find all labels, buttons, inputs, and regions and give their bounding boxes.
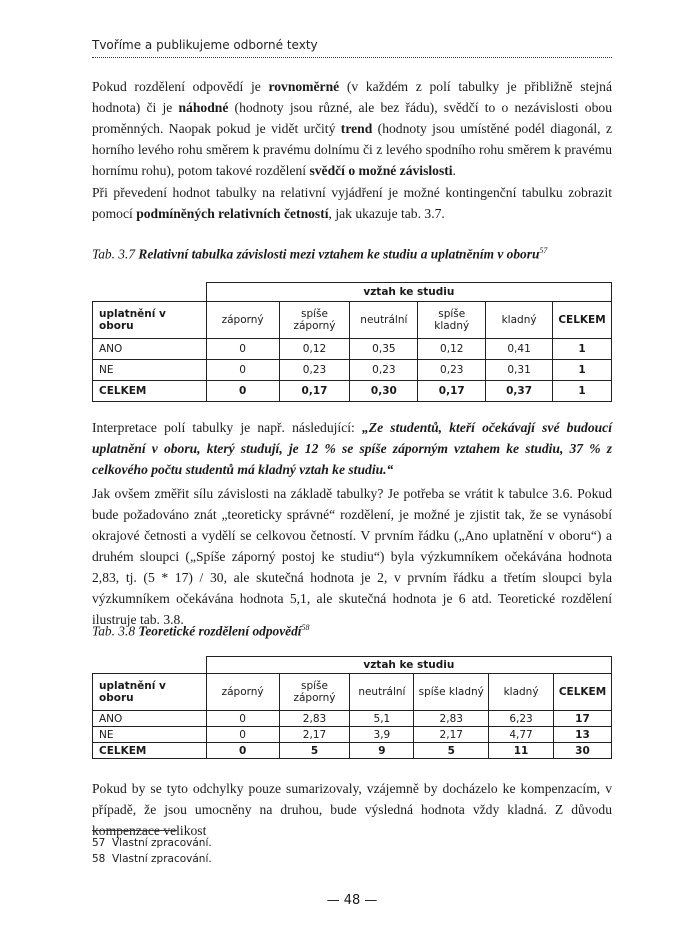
table-row-total: CELKEM 0 5 9 5 11 30 bbox=[93, 743, 612, 759]
paragraph-strength: Jak ovšem změřit sílu závislosti na základě tabulky? Je potřeba se vrátit k tabulce 3.6. Pokud bude požadováno znát „teoreticky správné“ rozdělení, je možné je zjistit tak, že se vynásobí okrajové četnosti a vydělí se celkovou četností. V prvním řádku („Ano uplatnění v oboru“) a druhém sloupci („Spíše záporný postoj ke studiu“) byla výzkumníkem očekávána hodnota 2,83, tj. (5 * 17) / 30, ale skutečná hodnota je 2, v prvním řádku a třetím sloupci byla výzkumníkem očekávána hodnota 5,1, ale skutečná hodnota je 6 atd. Teoretické rozdělení ilustruje tab. 3.8. bbox=[92, 486, 612, 627]
footnote-ref-57: 57 bbox=[539, 246, 548, 255]
header-divider bbox=[92, 57, 612, 58]
column-header: neutrální bbox=[350, 302, 418, 339]
table-3-8 bbox=[92, 656, 612, 759]
column-header: neutrální bbox=[350, 674, 414, 711]
column-header: CELKEM bbox=[553, 674, 611, 711]
footnote-divider bbox=[92, 830, 177, 831]
table-row: ANO 0 2,83 5,1 2,83 6,23 17 bbox=[93, 711, 612, 727]
column-header: kladný bbox=[489, 674, 554, 711]
table-row-total: CELKEM 0 0,17 0,30 0,17 0,37 1 bbox=[93, 381, 612, 402]
column-header: spíše kladný bbox=[414, 674, 489, 711]
table-row: ANO 0 0,12 0,35 0,12 0,41 1 bbox=[93, 339, 612, 360]
footnote-ref-58: 58 bbox=[301, 623, 310, 632]
running-head: Tvoříme a publikujeme odborné texty bbox=[92, 38, 318, 52]
column-header: CELKEM bbox=[553, 302, 612, 339]
table-row: NE 0 0,23 0,23 0,23 0,31 1 bbox=[93, 360, 612, 381]
column-header: kladný bbox=[486, 302, 553, 339]
column-header: spíše záporný bbox=[279, 302, 350, 339]
column-header: záporný bbox=[206, 674, 279, 711]
paragraph-relative: Při převedení hodnot tabulky na relativní vyjádření je možné kontingenční tabulku zobrazit pomocí podmíněných relativních četností, jak ukazuje tab. 3.7. bbox=[92, 185, 612, 221]
table-row: NE 0 2,17 3,9 2,17 4,77 13 bbox=[93, 727, 612, 743]
group-header: vztah ke studiu bbox=[206, 283, 611, 302]
page-number: — 48 — bbox=[326, 893, 378, 908]
table-3-7 bbox=[92, 282, 612, 402]
column-header: spíše záporný bbox=[279, 674, 350, 711]
table-3-8-caption: Tab. 3.8 Teoretické rozdělení odpovědí$^{58}$ bbox=[92, 623, 310, 639]
paragraph-distribution: Pokud rozdělení odpovědí je rovnoměrné (v každém z polí tabulky je přibližně stejná hodnota) či je náhodné (hodnoty jsou různé, ale bez řádu), svědčí to o nezávislosti obou proměnných. Naopak pokud je vidět určitý trend (hodnoty jsou umístěné podél diagonál, z horního levého rohu směrem k pravému dolnímu či z levého spodního rohu směrem k pravému hornímu rohu), potom takové rozdělení svědčí o možné závislosti. bbox=[92, 79, 613, 178]
footnote-58: 58 Vlastní zpracování. bbox=[92, 853, 212, 865]
footnote-57: 57 Vlastní zpracování. bbox=[92, 837, 212, 849]
group-header: vztah ke studiu bbox=[206, 657, 611, 674]
column-header: záporný bbox=[206, 302, 279, 339]
column-header: spíše kladný bbox=[418, 302, 486, 339]
table-3-7-caption: Tab. 3.7 Relativní tabulka závislosti mezi vztahem ke studiu a uplatněním v oboru$^{57}$ bbox=[92, 246, 548, 262]
paragraph-compensation: Pokud by se tyto odchylky pouze sumarizovaly, vzájemně by docházelo ke kompenzacím, v případě, že jsou umocněny na druhou, bude výsledná hodnota vždy kladná. Z důvodu kompenzace velikost bbox=[92, 781, 612, 838]
row-header: uplatnění v oboru bbox=[93, 674, 207, 711]
row-header: uplatnění v oboru bbox=[93, 302, 207, 339]
paragraph-interpretation: Interpretace polí tabulky je např. následující: „Ze studentů, kteří očekávají své budoucí uplatnění v oboru, který studují, je 12 % se spíše záporným vztahem ke studiu, 37 % z celkového počtu studentů má kladný vztah ke studiu.“ bbox=[92, 420, 612, 477]
